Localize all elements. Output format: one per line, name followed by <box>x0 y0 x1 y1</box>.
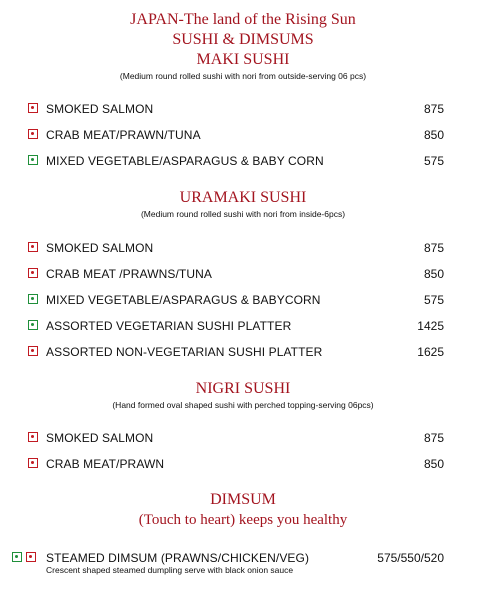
menu-item-name: STEAMED DIMSUM (PRAWNS/CHICKEN/VEG) <box>46 551 310 565</box>
menu-item <box>0 318 486 334</box>
menu-item <box>0 456 486 472</box>
non-veg-mark-icon <box>28 242 38 252</box>
menu-item-price: 875 <box>423 241 444 255</box>
menu-item-price: 850 <box>423 457 444 471</box>
non-veg-mark-icon <box>26 552 36 562</box>
section-note-uramaki: (Medium round rolled sushi with nori from inside-6pcs) <box>140 209 346 219</box>
veg-mark-icon <box>12 552 22 562</box>
menu-item-name: CRAB MEAT/PRAWN/TUNA <box>46 128 201 142</box>
menu-item <box>0 240 486 256</box>
section-subtitle-dimsum: (Touch to heart) keeps you healthy <box>138 512 348 528</box>
menu-item <box>0 344 486 360</box>
non-veg-mark-icon <box>28 268 38 278</box>
menu-item <box>0 101 486 117</box>
non-veg-mark-icon <box>28 432 38 442</box>
menu-item-name: SMOKED SALMON <box>46 431 154 445</box>
section-title-uramaki: URAMAKI SUSHI <box>179 189 307 206</box>
menu-item-price: 575 <box>423 154 444 168</box>
menu-item-price: 575/550/520 <box>377 551 444 565</box>
menu-item-price: 875 <box>423 102 444 116</box>
menu-item <box>0 550 486 566</box>
menu-item <box>0 430 486 446</box>
menu-item-price: 875 <box>423 431 444 445</box>
section-note-maki: (Medium round rolled sushi with nori from outside-serving 06 pcs) <box>119 71 367 81</box>
menu-item-name: CRAB MEAT/PRAWN <box>46 457 165 471</box>
menu-item-price: 1625 <box>417 345 444 359</box>
menu-subheading: SUSHI & DIMSUMS <box>172 31 314 48</box>
menu-item-name: SMOKED SALMON <box>46 241 154 255</box>
menu-item-name: SMOKED SALMON <box>46 102 154 116</box>
non-veg-mark-icon <box>28 346 38 356</box>
menu-item-description: Crescent shaped steamed dumpling serve with black onion sauce <box>46 565 294 575</box>
menu-item-name: CRAB MEAT /PRAWNS/TUNA <box>46 267 212 281</box>
menu-item <box>0 127 486 143</box>
veg-mark-icon <box>28 294 38 304</box>
veg-mark-icon <box>28 155 38 165</box>
section-title-nigri: NIGRI SUSHI <box>195 380 291 397</box>
section-title-dimsum: DIMSUM <box>210 491 276 508</box>
menu-item-price: 850 <box>423 267 444 281</box>
section-note-nigri: (Hand formed oval shaped sushi with perched topping-serving 06pcs) <box>112 400 374 410</box>
veg-mark-icon <box>28 320 38 330</box>
menu-item-price: 575 <box>423 293 444 307</box>
non-veg-mark-icon <box>28 103 38 113</box>
menu-heading: JAPAN-The land of the Rising Sun <box>130 11 356 28</box>
menu-item-price: 850 <box>423 128 444 142</box>
menu-item-name: MIXED VEGETABLE/ASPARAGUS & BABY CORN <box>46 154 324 168</box>
menu-item <box>0 266 486 282</box>
menu-item-price: 1425 <box>417 319 444 333</box>
menu-item-name: MIXED VEGETABLE/ASPARAGUS & BABYCORN <box>46 293 321 307</box>
section-title-maki: MAKI SUSHI <box>196 51 290 68</box>
menu-item <box>0 153 486 169</box>
menu-item-name: ASSORTED NON-VEGETARIAN SUSHI PLATTER <box>46 345 323 359</box>
non-veg-mark-icon <box>28 129 38 139</box>
non-veg-mark-icon <box>28 458 38 468</box>
menu-item <box>0 292 486 308</box>
menu-item-name: ASSORTED VEGETARIAN SUSHI PLATTER <box>46 319 292 333</box>
